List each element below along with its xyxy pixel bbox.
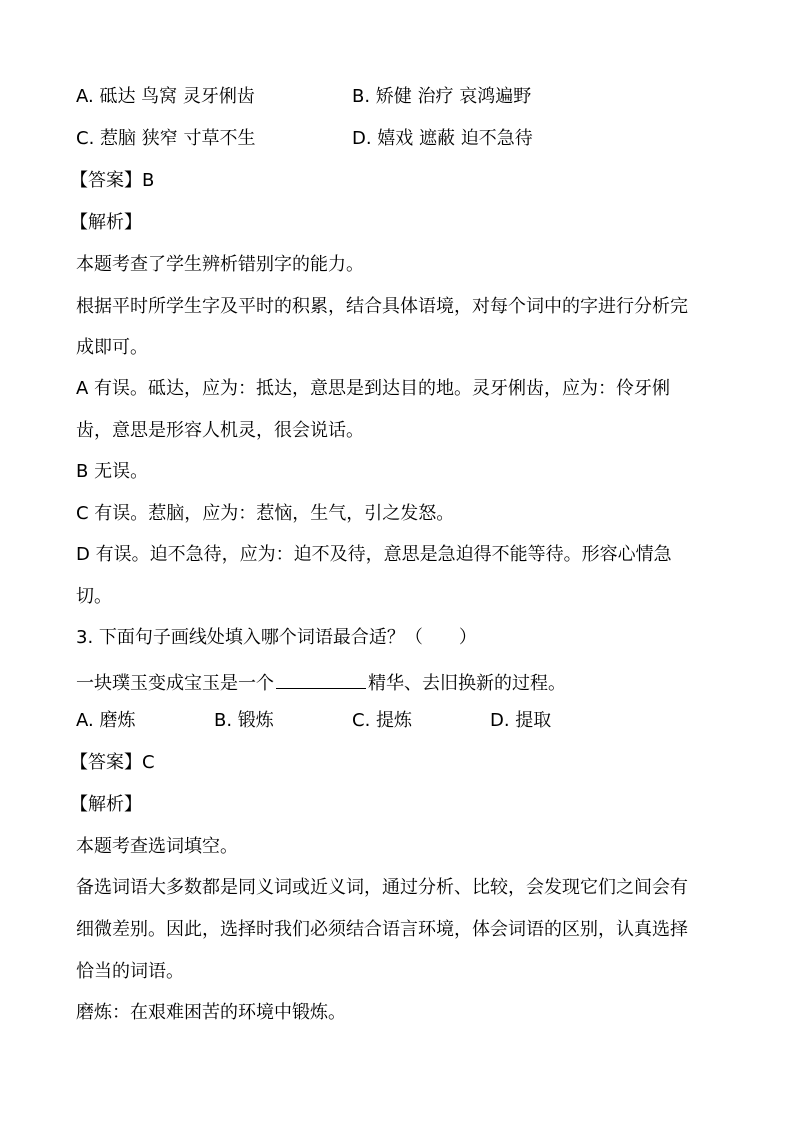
q2-option-c: C. 惹脑 狭窄 寸草不生 (76, 128, 256, 149)
q2-analysis-line: D 有误。迫不急待，应为：迫不及待，意思是急迫得不能等待。形容心情急 (76, 544, 672, 565)
q3-answer: 【答案】C (70, 752, 155, 773)
q2-analysis-heading: 【解析】 (70, 212, 142, 233)
q2-analysis-line: 本题考查了学生辨析错别字的能力。 (76, 254, 364, 275)
q2-analysis-line: 成即可。 (76, 337, 148, 358)
q2-analysis-line: A 有误。砥达，应为：抵达，意思是到达目的地。灵牙俐齿，应为：伶牙俐 (76, 378, 671, 399)
q2-option-b: B. 矫健 治疗 哀鸿遍野 (352, 86, 532, 107)
q3-sentence (76, 668, 734, 696)
q2-option-a: A. 砥达 鸟窝 灵牙俐齿 (76, 86, 255, 107)
q3-analysis-line: 恰当的词语。 (76, 961, 184, 982)
q2-option-d: D. 嬉戏 遮蔽 迫不急待 (352, 128, 533, 149)
q3-option-c: C. 提炼 (352, 710, 413, 731)
q3-analysis-line: 细微差别。因此，选择时我们必须结合语言环境，体会词语的区别，认真选择 (76, 919, 688, 940)
q3-analysis-line: 本题考查选词填空。 (76, 836, 238, 857)
q3-blank (276, 668, 366, 689)
q3-option-a: A. 磨炼 (76, 710, 136, 731)
q3-analysis-heading: 【解析】 (70, 794, 142, 815)
q2-answer: 【答案】B (70, 170, 155, 191)
q2-analysis-line: 切。 (76, 586, 112, 607)
q3-option-d: D. 提取 (490, 710, 552, 731)
q2-analysis-line: 齿，意思是形容人机灵，很会说话。 (76, 420, 364, 441)
q3-option-b: B. 锻炼 (214, 710, 274, 731)
q3-sentence-before: 一块璞玉变成宝玉是一个 (76, 673, 274, 694)
q3-analysis-line: 磨炼：在艰难困苦的环境中锻炼。 (76, 1002, 346, 1023)
q3-analysis-line: 备选词语大多数都是同义词或近义词，通过分析、比较，会发现它们之间会有 (76, 877, 688, 898)
q2-analysis-line: C 有误。惹脑，应为：惹恼，生气，引之发怒。 (76, 503, 455, 524)
q2-analysis-line: 根据平时所学生字及平时的积累，结合具体语境，对每个词中的字进行分析完 (76, 296, 688, 317)
q3-question: 3. 下面句子画线处填入哪个词语最合适？（ ） (76, 627, 477, 648)
q2-analysis-line: B 无误。 (76, 461, 149, 482)
q3-sentence-after: 精华、去旧换新的过程。 (368, 673, 566, 694)
